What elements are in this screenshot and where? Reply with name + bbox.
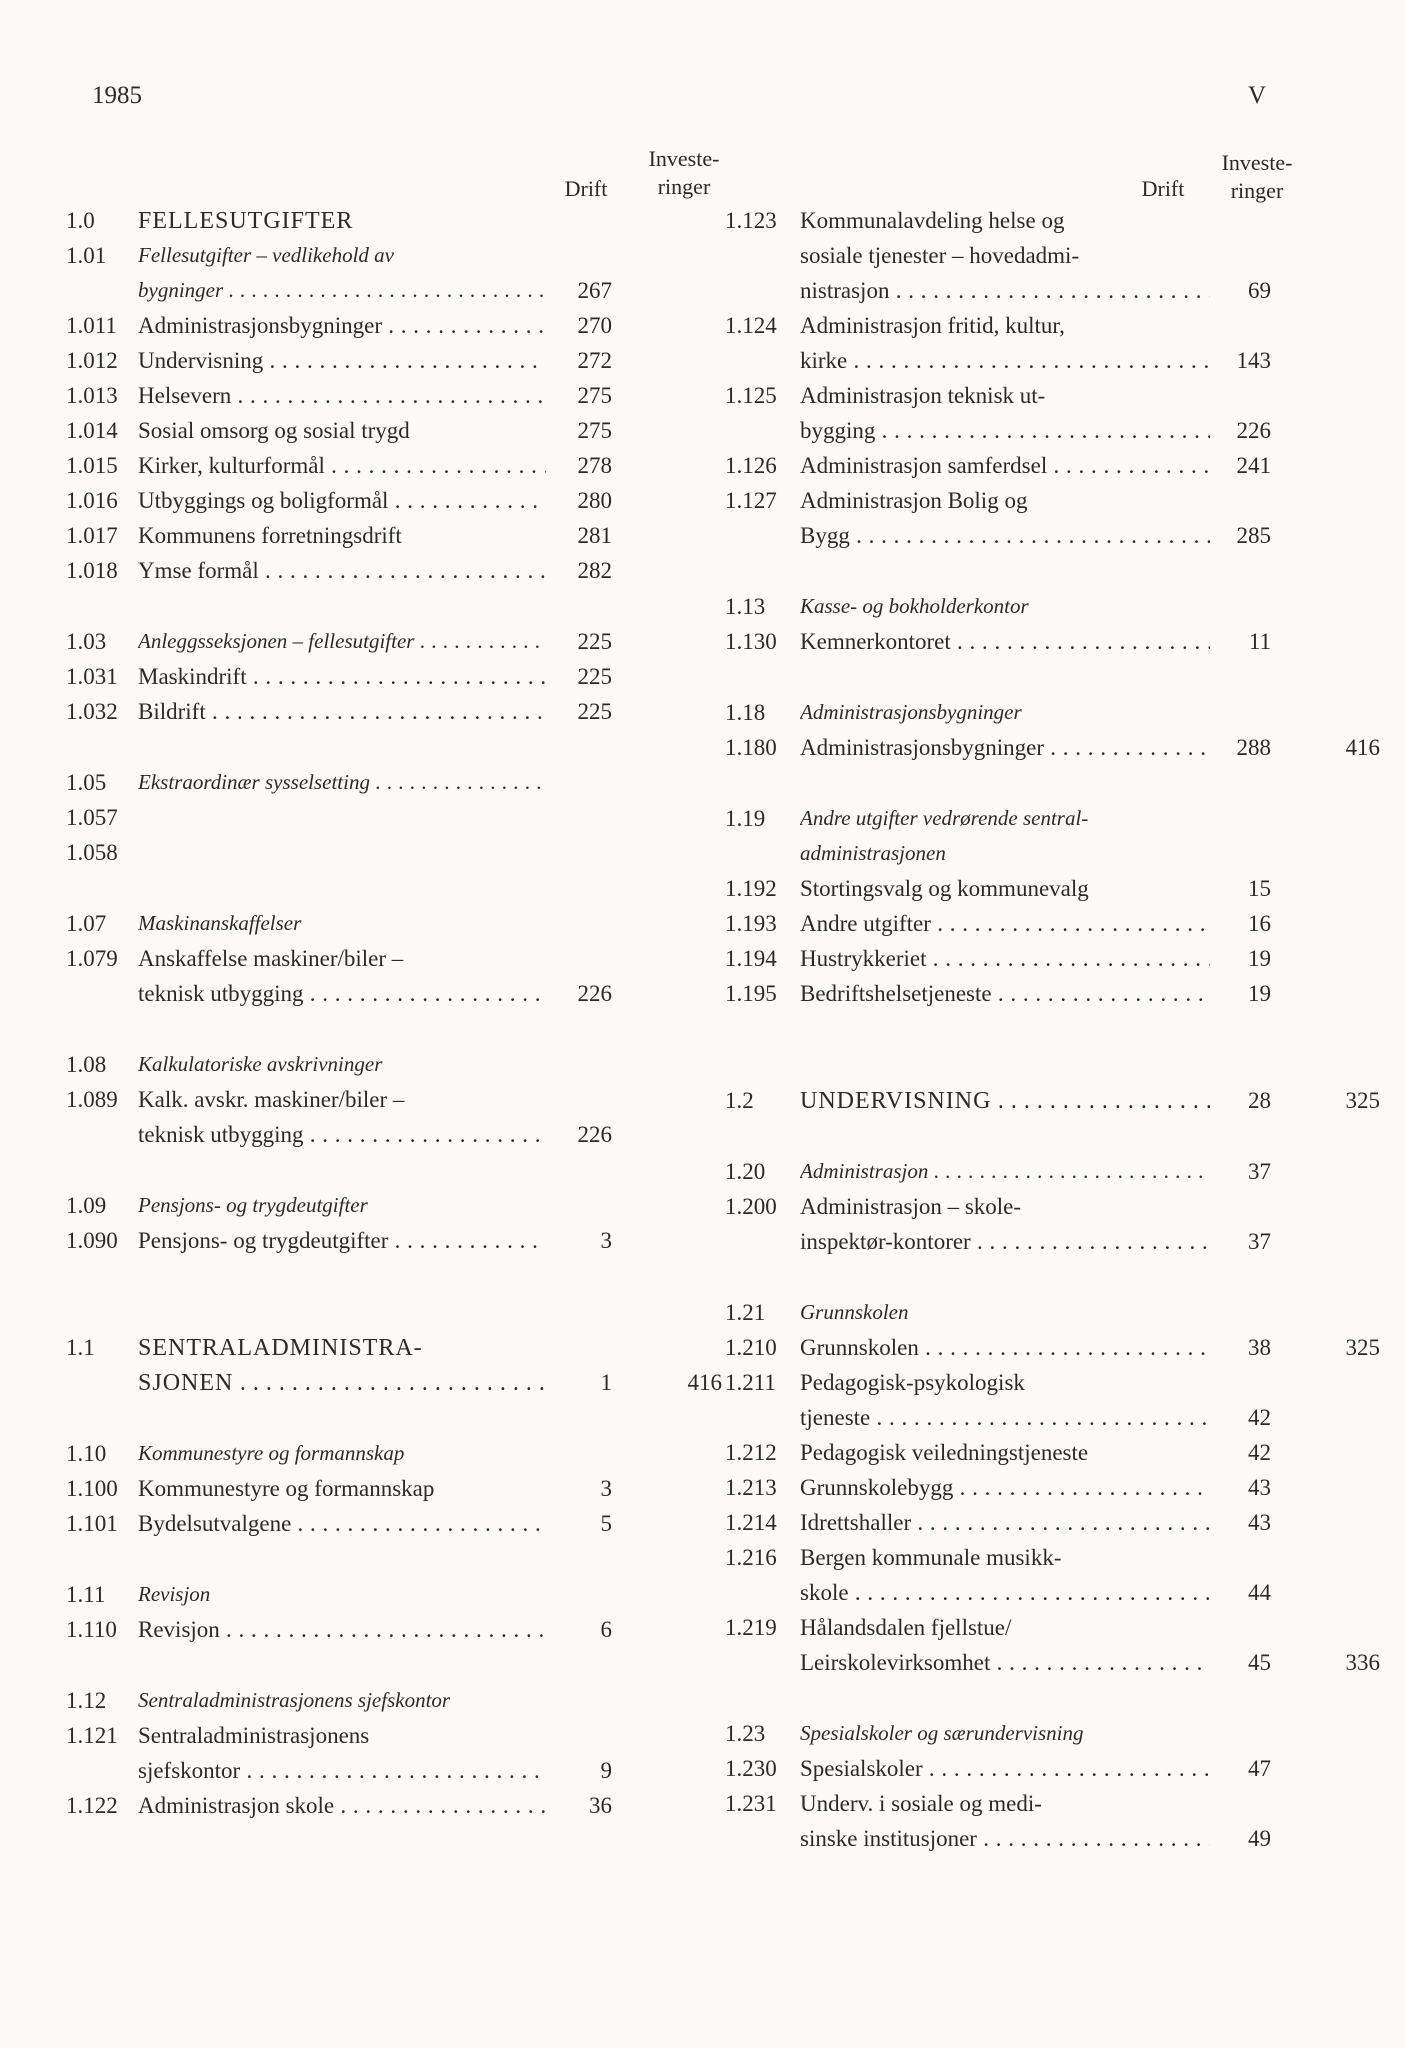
entry-label: FELLESUTGIFTER [138, 208, 354, 234]
entry-code: 1.216 [725, 1545, 777, 1570]
entry-label: Hustrykkeriet . . . [800, 946, 1210, 972]
entry-label: Grunnskolen [800, 1300, 909, 1324]
entry-code: 1.03 [66, 629, 107, 654]
entry-code: 1.013 [66, 383, 118, 408]
entry-code: 1.110 [66, 1617, 117, 1642]
entry-label: teknisk utbygging . . . [138, 1122, 546, 1148]
entry-code: 1.2 [725, 1088, 754, 1113]
entry-label: Administrasjonsbygninger . . . [800, 735, 1210, 761]
entry-label: Revisjon [138, 1582, 211, 1606]
entry-code: 1.01 [66, 243, 107, 268]
drift-value: 3 [600, 1228, 612, 1253]
entry-label: Kalk. avskr. maskiner/biler – [138, 1087, 405, 1112]
entry-code: 1.123 [725, 208, 777, 233]
entry-label: inspektør-kontorer . . . [800, 1229, 1210, 1255]
entry-code: 1.13 [725, 594, 766, 619]
drift-value: 36 [589, 1793, 612, 1818]
entry-code: 1.058 [66, 840, 118, 865]
drift-value: 267 [577, 278, 612, 303]
entry-label: Spesialskoler og særundervisning [800, 1721, 1084, 1745]
entry-code: 1.212 [725, 1440, 777, 1465]
entry-code: 1.20 [725, 1159, 766, 1184]
entry-code: 1.230 [725, 1756, 777, 1781]
entry-label: Ymse formål . . . [138, 558, 546, 584]
entry-label: Spesialskoler . . . [800, 1756, 1210, 1782]
entry-label: Anleggsseksjonen – fellesutgifter . . . [138, 629, 546, 654]
entry-code: 1.016 [66, 488, 118, 513]
entry-code: 1.11 [66, 1582, 106, 1607]
page-year: 1985 [92, 82, 142, 109]
entry-label: Administrasjonsbygninger . . . [138, 313, 546, 339]
drift-value: 15 [1248, 876, 1271, 901]
entry-label: administrasjonen [800, 841, 946, 865]
entry-code: 1.08 [66, 1052, 107, 1077]
drift-header: Drift [564, 176, 608, 201]
entry-code: 1.125 [725, 383, 777, 408]
entry-code: 1.122 [66, 1793, 118, 1818]
drift-value: 285 [1236, 523, 1271, 548]
entry-label: Helsevern . . . [138, 383, 546, 409]
page-number: V [1248, 82, 1267, 109]
entry-label: Undervisning . . . [138, 348, 546, 374]
drift-value: 45 [1248, 1650, 1271, 1675]
entry-code: 1.011 [66, 313, 117, 338]
drift-value: 275 [577, 418, 612, 443]
entry-code: 1.21 [725, 1300, 766, 1325]
entry-code: 1.07 [66, 911, 107, 936]
entry-label: Hålandsdalen fjellstue/ [800, 1615, 1012, 1640]
entry-code: 1.015 [66, 453, 118, 478]
entry-label: Pedagogisk-psykologisk [800, 1370, 1025, 1395]
entry-label: nistrasjon . . . [800, 278, 1210, 304]
entry-code: 1.12 [66, 1688, 107, 1713]
entry-label: Maskinanskaffelser [138, 911, 302, 935]
entry-label: Anskaffelse maskiner/biler – [138, 946, 404, 971]
entry-label: Administrasjon fritid, kultur, [800, 313, 1065, 338]
entry-code: 1.012 [66, 348, 118, 373]
drift-value: 3 [600, 1476, 612, 1501]
entry-code: 1.089 [66, 1087, 118, 1112]
entry-label: Bedriftshelsetjeneste . . . [800, 981, 1210, 1007]
entry-code: 1.121 [66, 1723, 118, 1748]
entry-label: Bildrift . . . [138, 699, 546, 725]
drift-value: 44 [1248, 1580, 1271, 1605]
drift-value: 226 [577, 981, 612, 1006]
entry-label: Stortingsvalg og kommunevalg [800, 876, 1089, 901]
drift-value: 225 [577, 629, 612, 654]
entry-code: 1.18 [725, 700, 766, 725]
entry-label: Administrasjon Bolig og [800, 488, 1028, 513]
entry-label: Administrasjonsbygninger [800, 700, 1022, 724]
drift-value: 282 [577, 558, 612, 583]
entry-label: Kemnerkontoret . . . [800, 629, 1210, 655]
entry-code: 1.192 [725, 876, 777, 901]
drift-value: 19 [1248, 981, 1271, 1006]
entry-label: SJONEN . . . [138, 1370, 546, 1397]
entry-label: Idrettshaller . . . [800, 1510, 1210, 1536]
entry-code: 1.130 [725, 629, 777, 654]
entry-label: skole . . . [800, 1580, 1210, 1606]
entry-label: Utbyggings og boligformål . . . [138, 488, 546, 514]
entry-label: tjeneste . . . [800, 1405, 1210, 1431]
entry-code: 1.214 [725, 1510, 777, 1535]
entry-code: 1.200 [725, 1194, 777, 1219]
drift-value: 43 [1248, 1475, 1271, 1500]
entry-code: 1.219 [725, 1615, 777, 1640]
drift-value: 272 [577, 348, 612, 373]
drift-value: 38 [1248, 1335, 1271, 1360]
investeringer-value: 336 [1345, 1650, 1380, 1675]
entry-code: 1.014 [66, 418, 118, 443]
drift-value: 28 [1248, 1088, 1271, 1113]
drift-value: 5 [600, 1511, 612, 1536]
entry-code: 1.19 [725, 806, 766, 831]
entry-label: Kasse- og bokholderkontor [800, 594, 1029, 618]
entry-label: Grunnskolebygg . . . [800, 1475, 1210, 1501]
entry-label: Administrasjon skole . . . [138, 1793, 546, 1819]
drift-value: 143 [1236, 348, 1271, 373]
drift-value: 42 [1248, 1405, 1271, 1430]
drift-value: 43 [1248, 1510, 1271, 1535]
drift-value: 1 [600, 1370, 612, 1395]
entry-code: 1.031 [66, 664, 118, 689]
investeringer-value: 325 [1345, 1335, 1380, 1360]
entry-label: sosiale tjenester – hovedadmi- [800, 243, 1080, 268]
entry-code: 1.057 [66, 805, 118, 830]
investeringer-value: 416 [687, 1370, 722, 1395]
entry-code: 1.079 [66, 946, 118, 971]
entry-code: 1.101 [66, 1511, 118, 1536]
entry-label: Bydelsutvalgene . . . [138, 1511, 546, 1537]
entry-code: 1.213 [725, 1475, 777, 1500]
drift-value: 42 [1248, 1440, 1271, 1465]
drift-value: 226 [577, 1122, 612, 1147]
drift-value: 275 [577, 383, 612, 408]
drift-value: 47 [1248, 1756, 1271, 1781]
entry-code: 1.127 [725, 488, 777, 513]
entry-code: 1.211 [725, 1370, 776, 1395]
drift-value: 281 [577, 523, 612, 548]
entry-code: 1.126 [725, 453, 777, 478]
entry-code: 1.180 [725, 735, 777, 760]
drift-value: 69 [1248, 278, 1271, 303]
entry-label: Fellesutgifter – vedlikehold av [138, 243, 394, 267]
entry-label: Sentraladministrasjonens [138, 1723, 370, 1748]
drift-value: 280 [577, 488, 612, 513]
drift-value: 49 [1248, 1826, 1271, 1851]
entry-code: 1.23 [725, 1721, 766, 1746]
entry-code: 1.10 [66, 1441, 107, 1466]
drift-value: 9 [600, 1758, 612, 1783]
entry-code: 1.194 [725, 946, 777, 971]
drift-header: Drift [1141, 176, 1185, 201]
entry-code: 1.100 [66, 1476, 118, 1501]
entry-label: bygging . . . [800, 418, 1210, 444]
drift-value: 37 [1248, 1229, 1271, 1254]
entry-code: 1.09 [66, 1193, 107, 1218]
entry-label: Maskindrift . . . [138, 664, 546, 690]
entry-label: Andre utgifter vedrørende sentral- [800, 806, 1089, 830]
entry-label: Bygg . . . [800, 523, 1210, 549]
entry-label: Sosial omsorg og sosial trygd [138, 418, 410, 443]
entry-code: 1.193 [725, 911, 777, 936]
drift-value: 241 [1236, 453, 1271, 478]
investeringer-header-2: ringer [1230, 178, 1284, 203]
entry-label: Kirker, kulturformål . . . [138, 453, 546, 479]
entry-label: Ekstraordinær sysselsetting . . . [138, 770, 546, 795]
entry-label: sinske institusjoner . . . [800, 1826, 1210, 1852]
drift-value: 225 [577, 699, 612, 724]
entry-code: 1.018 [66, 558, 118, 583]
investeringer-value: 416 [1345, 735, 1380, 760]
entry-label: Kommunestyre og formannskap [138, 1476, 435, 1501]
entry-label: teknisk utbygging . . . [138, 981, 546, 1007]
entry-code: 1.090 [66, 1228, 118, 1253]
entry-code: 1.032 [66, 699, 118, 724]
entry-code: 1.231 [725, 1791, 777, 1816]
entry-label: Kommunens forretningsdrift [138, 523, 402, 548]
entry-label: Administrasjon teknisk ut- [800, 383, 1046, 408]
entry-code: 1.1 [66, 1335, 95, 1360]
drift-value: 226 [1236, 418, 1271, 443]
drift-value: 288 [1236, 735, 1271, 760]
entry-label: Grunnskolen . . . [800, 1335, 1210, 1361]
investeringer-header-1: Investe- [648, 146, 720, 171]
investeringer-value: 325 [1345, 1088, 1380, 1113]
drift-value: 37 [1248, 1159, 1271, 1184]
entry-label: Pedagogisk veiledningstjeneste [800, 1440, 1089, 1465]
entry-label: Underv. i sosiale og medi- [800, 1791, 1042, 1816]
entry-code: 1.210 [725, 1335, 777, 1360]
drift-value: 278 [577, 453, 612, 478]
entry-label: Bergen kommunale musikk- [800, 1545, 1062, 1570]
drift-value: 16 [1248, 911, 1271, 936]
drift-value: 6 [600, 1617, 612, 1642]
entry-label: Pensjons- og trygdeutgifter . . . [138, 1228, 546, 1254]
drift-value: 11 [1248, 629, 1271, 654]
entry-code: 1.124 [725, 313, 777, 338]
entry-code: 1.05 [66, 770, 107, 795]
entry-label: Kalkulatoriske avskrivninger [138, 1052, 383, 1076]
entry-label: UNDERVISNING . . . [800, 1088, 1210, 1115]
entry-label: Leirskolevirksomhet . . . [800, 1650, 1210, 1676]
entry-label: Administrasjon – skole- [800, 1194, 1022, 1219]
entry-code: 1.195 [725, 981, 777, 1006]
entry-label: Pensjons- og trygdeutgifter [138, 1193, 368, 1217]
entry-label: bygninger . . . [138, 278, 546, 303]
entry-code: 1.0 [66, 208, 95, 233]
drift-value: 19 [1248, 946, 1271, 971]
entry-label: Administrasjon . . . [800, 1159, 1210, 1184]
drift-value: 270 [577, 313, 612, 338]
entry-label: Revisjon . . . [138, 1617, 546, 1643]
entry-label: kirke . . . [800, 348, 1210, 374]
entry-label: Sentraladministrasjonens sjefskontor [138, 1688, 451, 1712]
entry-label: SENTRALADMINISTRA- [138, 1335, 423, 1361]
entry-label: sjefskontor . . . [138, 1758, 546, 1784]
investeringer-header-1: Investe- [1221, 150, 1293, 175]
entry-code: 1.017 [66, 523, 118, 548]
entry-label: Kommunestyre og formannskap [138, 1441, 405, 1465]
entry-label: Andre utgifter . . . [800, 911, 1210, 937]
drift-value: 225 [577, 664, 612, 689]
entry-label: Administrasjon samferdsel . . . [800, 453, 1210, 479]
entry-label: Kommunalavdeling helse og [800, 208, 1065, 233]
investeringer-header-2: ringer [657, 174, 711, 199]
